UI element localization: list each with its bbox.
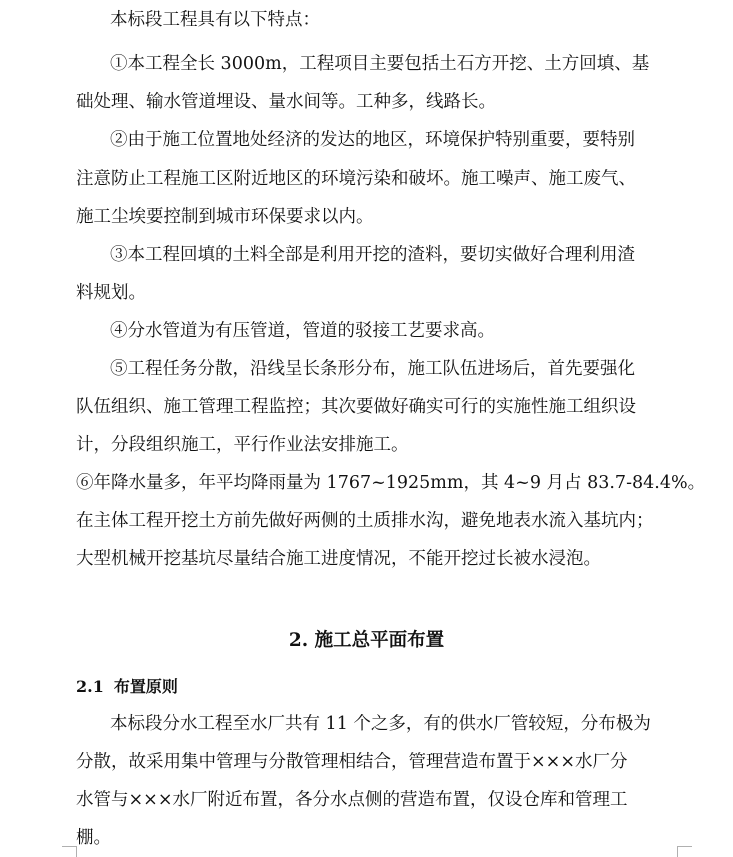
feature-4-line-1: ④分水管道为有压管道，管道的驳接工艺要求高。	[110, 321, 495, 341]
intro-line: 本标段工程具有以下特点：	[110, 10, 320, 30]
body-line-2: 分散，故采用集中管理与分散管理相结合，管理营造布置于×××水厂分	[76, 752, 628, 772]
feature-2-line-1: ②由于施工位置地处经济的发达的地区，环境保护特别重要，要特别	[110, 130, 635, 150]
margin-corner-mark-left	[62, 846, 77, 857]
feature-2-line-3: 施工尘埃要控制到城市环保要求以内。	[76, 207, 374, 227]
feature-6-line-1: ⑥年降水量多，年平均降雨量为 1767~1925mm，其 4~9 月占 83.7-84.4%。	[76, 473, 706, 493]
subsection-heading	[76, 676, 178, 698]
feature-5-line-1: ⑤工程任务分散，沿线呈长条形分布，施工队伍进场后，首先要强化	[110, 359, 635, 379]
subsection-number: 2.1	[76, 677, 104, 696]
body-line-1: 本标段分水工程至水厂共有 11 个之多，有的供水厂管较短，分布极为	[110, 714, 651, 734]
margin-corner-mark-right	[677, 846, 692, 857]
feature-3-line-2: 料规划。	[76, 283, 146, 303]
body-line-4: 棚。	[76, 828, 111, 848]
feature-5-line-3: 计，分段组织施工，平行作业法安排施工。	[76, 435, 409, 455]
feature-5-line-2: 队伍组织、施工管理工程监控；其次要做好确实可行的实施性施工组织设	[76, 397, 636, 417]
subsection-title: 布置原则	[113, 677, 178, 696]
feature-6-line-2: 在主体工程开挖土方前先做好两侧的土质排水沟，避免地表水流入基坑内；	[76, 511, 654, 531]
feature-2-line-2: 注意防止工程施工区附近地区的环境污染和破坏。施工噪声、施工废气、	[76, 169, 636, 189]
feature-3-line-1: ③本工程回填的土料全部是利用开挖的渣料，要切实做好合理利用渣	[110, 245, 635, 265]
body-line-3: 水管与×××水厂附近布置，各分水点侧的营造布置，仅设仓库和管理工	[76, 790, 628, 810]
section-title: 2. 施工总平面布置	[288, 630, 445, 651]
feature-1-line-1: ①本工程全长 3000m，工程项目主要包括土石方开挖、土方回填、基	[110, 54, 650, 74]
feature-6-line-3: 大型机械开挖基坑尽量结合施工进度情况，不能开挖过长被水浸泡。	[76, 549, 601, 569]
feature-1-line-2: 础处理、输水管道埋设、量水间等。工种多，线路长。	[76, 92, 496, 112]
